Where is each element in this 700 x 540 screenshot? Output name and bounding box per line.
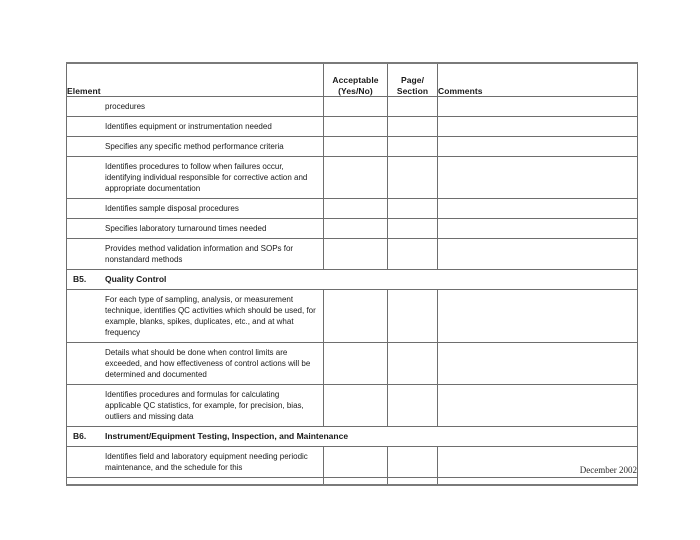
cell-element: For each type of sampling, analysis, or measurement technique, identifies QC activities which should be used, for example, blanks, spikes, duplicates, etc., and at what frequency — [67, 290, 324, 343]
cell-acceptable[interactable] — [324, 97, 388, 117]
cell-acceptable[interactable] — [324, 343, 388, 385]
table-body — [67, 97, 638, 486]
cell-acceptable[interactable] — [324, 219, 388, 239]
section-title: Quality Control — [105, 274, 167, 284]
table-row — [67, 239, 638, 270]
table-header — [67, 63, 638, 97]
column-header-element: Element — [67, 63, 324, 97]
page-footer-date: December 2002 — [579, 465, 637, 475]
table-row — [67, 97, 638, 117]
table-row — [67, 117, 638, 137]
cell-comments[interactable] — [438, 137, 638, 157]
cell-acceptable[interactable] — [324, 117, 388, 137]
checklist-table-container — [66, 62, 637, 486]
cell-comments[interactable] — [438, 219, 638, 239]
column-header-acceptable — [324, 63, 388, 97]
cell-comments[interactable] — [438, 199, 638, 219]
table-row — [67, 137, 638, 157]
cell-page-section[interactable] — [388, 239, 438, 270]
column-header-page-line2: Section — [396, 85, 429, 96]
qa-checklist-table — [66, 62, 638, 486]
cell-comments[interactable] — [438, 97, 638, 117]
section-heading-cell — [67, 427, 638, 447]
cell-element: Identifies sample disposal procedures — [67, 199, 324, 219]
cell-acceptable[interactable] — [324, 199, 388, 219]
cell-element — [67, 478, 324, 486]
table-row-clipped — [67, 478, 638, 486]
column-header-acceptable-line1: Acceptable — [332, 75, 379, 85]
cell-element: Identifies equipment or instrumentation needed — [67, 117, 324, 137]
cell-page-section[interactable] — [388, 219, 438, 239]
table-section-row — [67, 270, 638, 290]
cell-page-section[interactable] — [388, 157, 438, 199]
column-header-acceptable-line2: (Yes/No) — [338, 85, 373, 96]
cell-acceptable[interactable] — [324, 239, 388, 270]
column-header-comments: Comments — [438, 63, 638, 97]
cell-comments[interactable] — [438, 117, 638, 137]
table-row — [67, 290, 638, 343]
cell-acceptable[interactable] — [324, 137, 388, 157]
cell-page-section[interactable] — [388, 137, 438, 157]
cell-element: Details what should be done when control limits are exceeded, and how effectiveness of control actions will be determined and documented — [67, 343, 324, 385]
cell-element: procedures — [67, 97, 324, 117]
cell-page-section[interactable] — [388, 117, 438, 137]
cell-acceptable[interactable] — [324, 157, 388, 199]
column-header-page-line1: Page/ — [400, 75, 425, 85]
cell-acceptable[interactable] — [324, 478, 388, 486]
table-row — [67, 157, 638, 199]
cell-element: Provides method validation information and SOPs for nonstandard methods — [67, 239, 324, 270]
cell-page-section[interactable] — [388, 199, 438, 219]
section-code: B6. — [73, 431, 87, 441]
section-code: B5. — [73, 274, 87, 284]
column-header-page-section — [388, 63, 438, 97]
cell-comments[interactable] — [438, 239, 638, 270]
cell-acceptable[interactable] — [324, 385, 388, 427]
cell-element: Identifies procedures and formulas for calculating applicable QC statistics, for example, for precision, bias, outliers and missing data — [67, 385, 324, 427]
table-header-row — [67, 63, 638, 97]
cell-page-section[interactable] — [388, 97, 438, 117]
table-row — [67, 385, 638, 427]
cell-acceptable[interactable] — [324, 290, 388, 343]
table-row — [67, 199, 638, 219]
section-title: Instrument/Equipment Testing, Inspection, and Maintenance — [105, 431, 349, 441]
table-row — [67, 219, 638, 239]
table-row — [67, 343, 638, 385]
cell-comments[interactable] — [438, 290, 638, 343]
table-section-row — [67, 427, 638, 447]
cell-element: Specifies any specific method performance criteria — [67, 137, 324, 157]
cell-page-section[interactable] — [388, 385, 438, 427]
cell-page-section[interactable] — [388, 343, 438, 385]
cell-comments[interactable] — [438, 385, 638, 427]
cell-comments[interactable] — [438, 478, 638, 486]
cell-element: Specifies laboratory turnaround times needed — [67, 219, 324, 239]
cell-page-section[interactable] — [388, 290, 438, 343]
cell-page-section[interactable] — [388, 478, 438, 486]
cell-comments[interactable] — [438, 157, 638, 199]
cell-comments[interactable] — [438, 343, 638, 385]
cell-element: Identifies field and laboratory equipment needing periodic maintenance, and the schedule for this — [67, 447, 324, 478]
cell-element: Identifies procedures to follow when failures occur, identifying individual responsible for corrective action and appropriate documentation — [67, 157, 324, 199]
section-heading-cell — [67, 270, 638, 290]
